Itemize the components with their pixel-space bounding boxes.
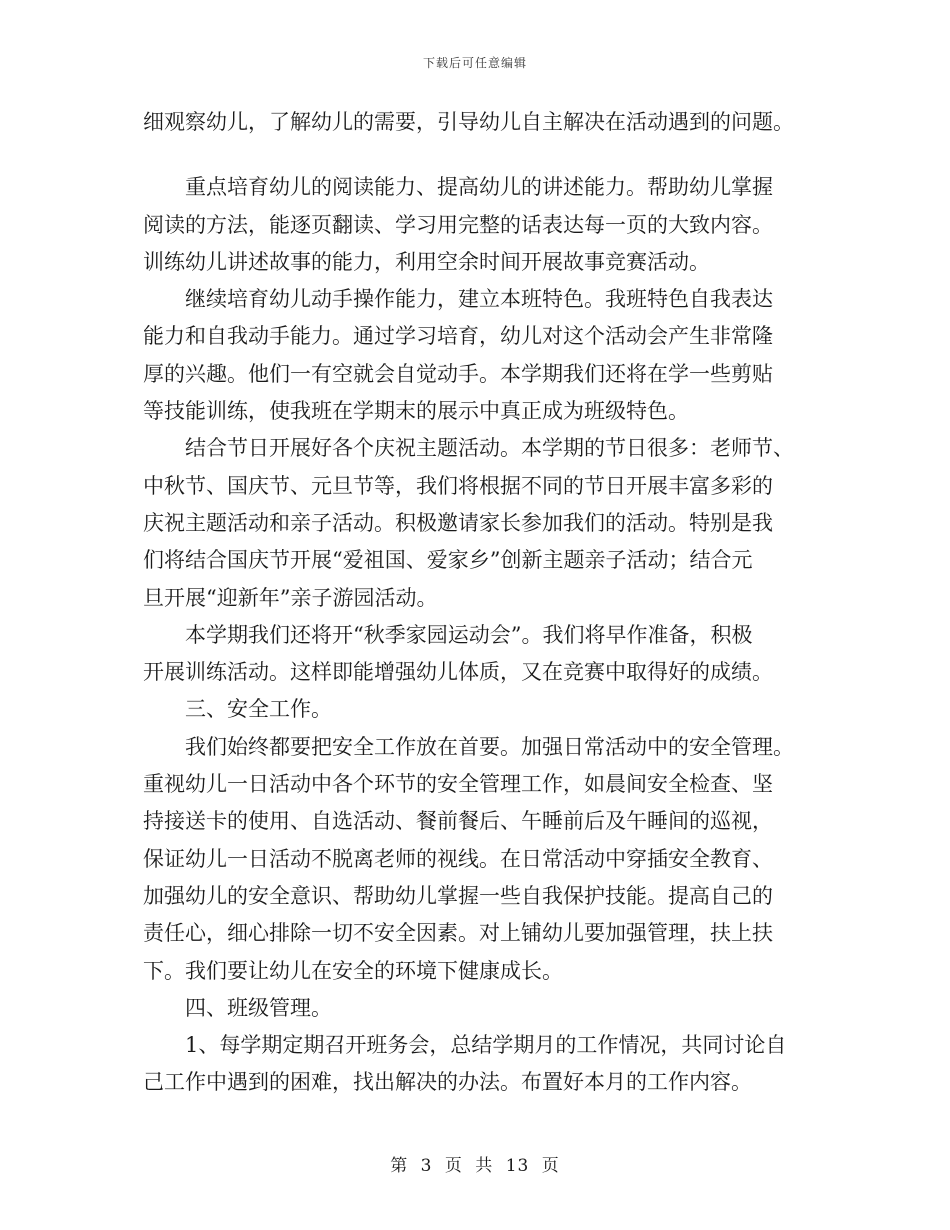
paragraph-gap — [143, 141, 818, 169]
text-line: 们将结合国庆节开展“爱祖国、爱家乡”创新主题亲子活动；结合元 — [143, 548, 753, 573]
text-line: 保证幼儿一日活动不脱离老师的视线。在日常活动中穿插安全教育、 — [143, 846, 773, 871]
document-body — [143, 104, 818, 1102]
text-line: 能力和自我动手能力。通过学习培育，幼儿对这个活动会产生非常隆 — [143, 324, 773, 349]
text-line: 己工作中遇到的困难，找出解决的办法。布置好本月的工作内容。 — [143, 1070, 752, 1095]
text-line: 训练幼儿讲述故事的能力，利用空余时间开展故事竞赛活动。 — [143, 249, 710, 274]
section-heading: 四、班级管理。 — [185, 995, 332, 1020]
text-line: 下。我们要让幼儿在安全的环境下健康成长。 — [143, 958, 563, 983]
page-footer: 第 3 页 共 13 页 — [390, 1156, 560, 1176]
text-line: 厚的兴趣。他们一有空就会自觉动手。本学期我们还将在学一些剪贴 — [143, 361, 773, 386]
text-line: 我们始终都要把安全工作放在首要。加强日常活动中的安全管理。 — [185, 734, 794, 759]
text-line: 细观察幼儿，了解幼儿的需要，引导幼儿自主解决在活动遇到的问题。 — [143, 110, 794, 134]
text-line: 继续培育幼儿动手操作能力，建立本班特色。我班特色自我表达 — [185, 287, 773, 312]
text-line: 重点培育幼儿的阅读能力、提高幼儿的讲述能力。帮助幼儿掌握 — [185, 175, 773, 200]
text-line: 庆祝主题活动和亲子活动。积极邀请家长参加我们的活动。特别是我 — [143, 510, 773, 535]
text-line: 责任心，细心排除一切不安全因素。对上铺幼儿要加强管理，扶上扶 — [143, 921, 773, 946]
text-line: 阅读的方法，能逐页翻读、学习用完整的话表达每一页的大致内容。 — [143, 212, 773, 237]
text-line: 中秋节、国庆节、元旦节等，我们将根据不同的节日开展丰富多彩的 — [143, 473, 773, 498]
section-heading: 三、安全工作。 — [185, 697, 332, 722]
text-line: 结合节日开展好各个庆祝主题活动。本学期的节日很多：老师节、 — [185, 436, 794, 461]
text-line: 重视幼儿一日活动中各个环节的安全管理工作，如晨间安全检查、坚 — [143, 772, 773, 797]
text-line: 1、每学期定期召开班务会，总结学期月的工作情况，共同讨论自 — [185, 1033, 787, 1058]
text-line: 持接送卡的使用、自选活动、餐前餐后、午睡前后及午睡间的巡视， — [143, 809, 773, 834]
text-line: 等技能训练，使我班在学期末的展示中真正成为班级特色。 — [143, 399, 689, 424]
text-line: 旦开展“迎新年”亲子游园活动。 — [143, 585, 438, 610]
page-header: 下载后可任意编辑 — [422, 56, 527, 70]
text-line: 开展训练活动。这样即能增强幼儿体质，又在竞赛中取得好的成绩。 — [143, 660, 773, 685]
text-line: 本学期我们还将开“秋季家园运动会”。我们将早作准备，积极 — [185, 622, 753, 647]
text-line: 加强幼儿的安全意识、帮助幼儿掌握一些自我保护技能。提高自己的 — [143, 883, 773, 908]
